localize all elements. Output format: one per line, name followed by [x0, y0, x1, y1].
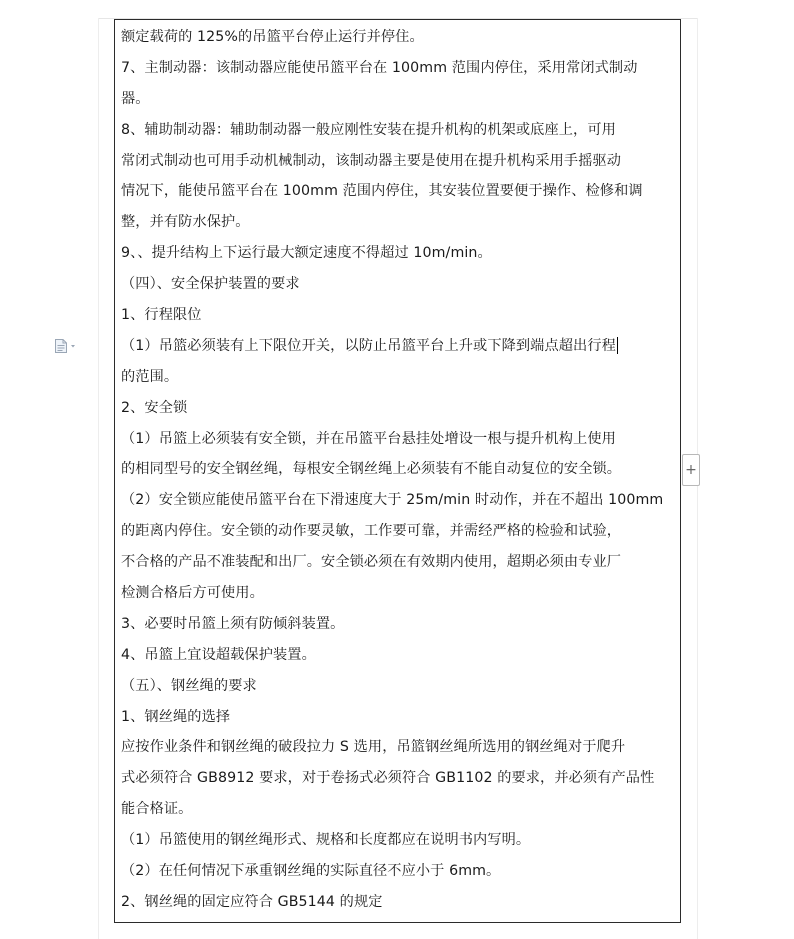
text-line — [121, 238, 681, 269]
text-line-content: 的距离内停住。安全锁的动作要灵敏，工作要可靠，并需经严格的检验和试验， — [121, 523, 622, 540]
text-line-content: 能合格证。 — [121, 801, 193, 818]
text-line — [121, 84, 681, 115]
text-line — [121, 269, 681, 300]
text-line — [121, 578, 681, 609]
text-line — [121, 763, 681, 794]
text-cursor — [617, 337, 618, 354]
add-row-button[interactable] — [682, 454, 700, 486]
text-line-content: 的范围。 — [121, 368, 179, 385]
document-icon[interactable] — [54, 338, 78, 354]
text-line — [121, 300, 681, 331]
text-line — [121, 393, 681, 424]
plus-icon: + — [685, 462, 697, 478]
text-line — [121, 794, 681, 825]
text-line-content: 的相同型号的安全钢丝绳，每根安全钢丝绳上必须装有不能自动复位的安全锁。 — [121, 461, 622, 478]
text-line — [121, 424, 681, 455]
text-line-content: 额定载荷的 125%的吊篮平台停止运行并停住。 — [121, 29, 424, 45]
text-line — [121, 362, 681, 393]
text-line-content: 7、主制动器：该制动器应能使吊篮平台在 100mm 范围内停住，采用常闭式制动 — [121, 59, 638, 76]
text-line-content: 情况下，能使吊篮平台在 100mm 范围内停住，其安装位置要便于操作、检修和调 — [121, 183, 643, 200]
text-line — [121, 887, 681, 918]
text-line — [121, 640, 681, 671]
text-line-content: （1）吊篮必须装有上下限位开关，以防止吊篮平台上升或下降到端点超出行程 — [121, 337, 616, 354]
text-line — [121, 454, 681, 485]
text-line-content: （2）在任何情况下承重钢丝绳的实际直径不应小于 6mm。 — [121, 863, 501, 880]
text-line-content: （1）吊篮上必须装有安全锁，并在吊篮平台悬挂处增设一根与提升机构上使用 — [121, 430, 616, 447]
text-line — [121, 176, 681, 207]
text-line — [121, 485, 681, 516]
text-line-content: （五）、钢丝绳的要求 — [121, 677, 257, 694]
text-line — [121, 547, 681, 578]
text-line-content: （2）安全锁应能使吊篮平台在下滑速度大于 25m/min 时动作，并在不超出 100mm — [121, 492, 664, 509]
text-line-content: 检测合格后方可使用。 — [121, 585, 264, 602]
text-line — [121, 825, 681, 856]
text-line-content: 8、辅助制动器：辅助制动器一般应刚性安装在提升机构的机架或底座上，可用 — [121, 121, 616, 138]
text-line-content: 1、行程限位 — [121, 307, 202, 324]
text-line — [121, 856, 681, 887]
text-line — [121, 609, 681, 640]
text-line-content: 不合格的产品不准装配和出厂。安全锁必须在有效期内使用，超期必须由专业厂 — [121, 554, 622, 571]
text-line-content: 2、钢丝绳的固定应符合 GB5144 的规定 — [121, 893, 383, 910]
text-line-content: 2、安全锁 — [121, 399, 188, 416]
text-line-content: （1）吊篮使用的钢丝绳形式、规格和长度都应在说明书内写明。 — [121, 832, 531, 849]
triangle-down-icon — [71, 345, 75, 348]
text-line-content: 3、必要时吊篮上须有防倾斜装置。 — [121, 615, 345, 632]
text-line-content: 应按作业条件和钢丝绳的破段拉力 S 选用，吊篮钢丝绳所选用的钢丝绳对于爬升 — [121, 739, 626, 756]
text-line — [121, 207, 681, 238]
text-line-content: 9、、提升结构上下运行最大额定速度不得超过 10m/min。 — [121, 245, 492, 262]
text-line — [121, 331, 681, 362]
text-line — [121, 53, 681, 84]
text-line-content: 1、钢丝绳的选择 — [121, 708, 231, 725]
text-line-content: 器。 — [121, 90, 150, 107]
text-line — [121, 115, 681, 146]
text-line-content: （四）、安全保护装置的要求 — [121, 276, 300, 293]
text-line-content: 4、吊篮上宜设超载保护装置。 — [121, 646, 316, 663]
text-line — [121, 146, 681, 177]
page-margin-guide-left — [98, 18, 99, 939]
cell-text-content[interactable] — [121, 22, 681, 918]
text-line — [121, 732, 681, 763]
text-line-content: 常闭式制动也可用手动机械制动，该制动器主要是使用在提升机构采用手摇驱动 — [121, 152, 622, 169]
text-line-content: 式必须符合 GB8912 要求，对于卷扬式必须符合 GB1102 的要求，并必须有产品性 — [121, 770, 655, 787]
text-line — [121, 22, 681, 53]
text-line-content: 整，并有防水保护。 — [121, 214, 250, 231]
text-line — [121, 516, 681, 547]
table-cell[interactable] — [114, 19, 681, 923]
document-icon-graphic — [54, 338, 78, 354]
text-line — [121, 702, 681, 733]
text-line — [121, 671, 681, 702]
